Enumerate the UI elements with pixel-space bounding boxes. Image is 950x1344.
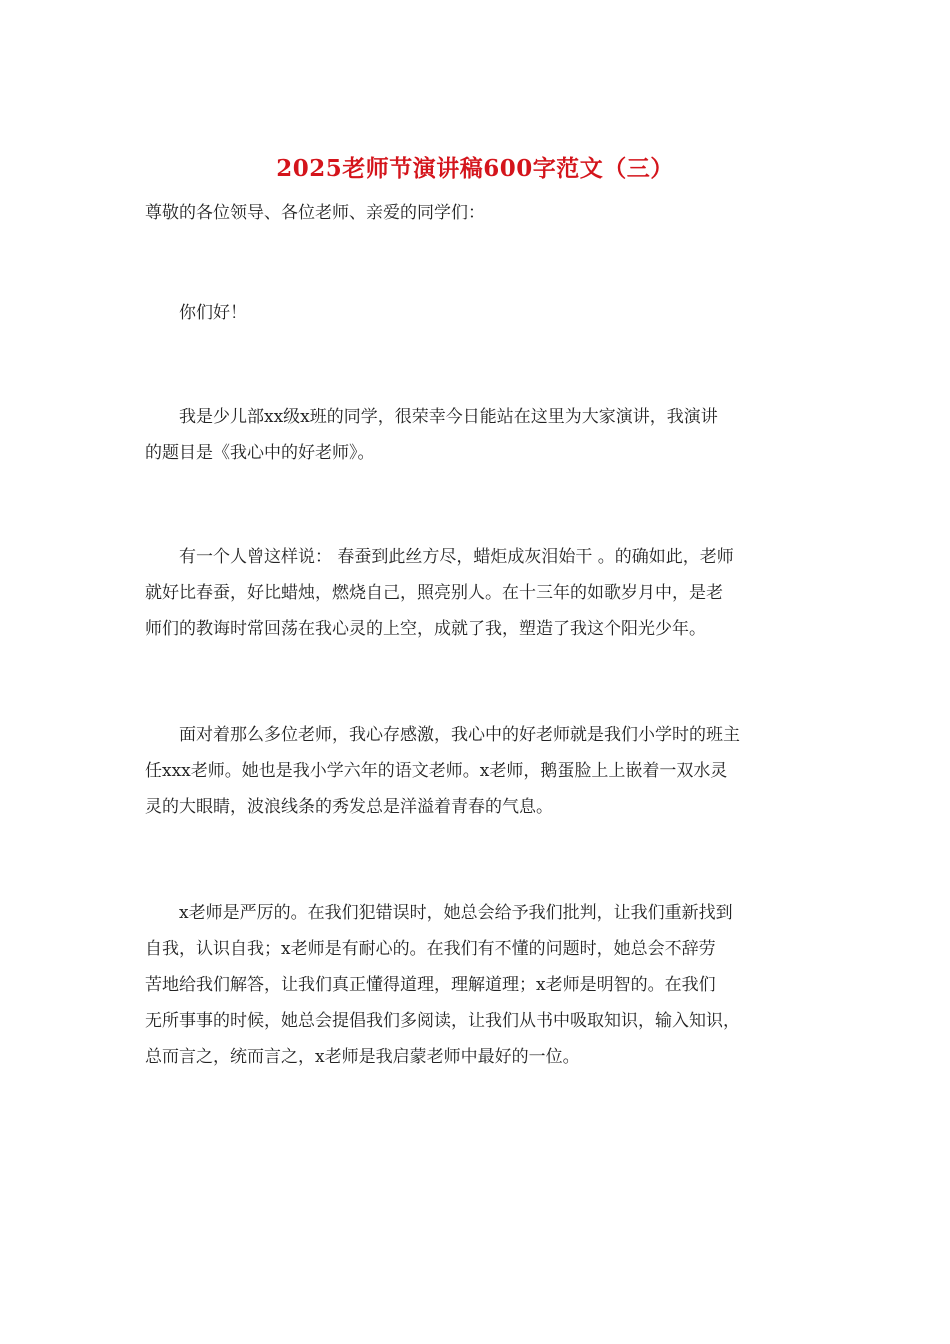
salutation-line: 尊敬的各位领导、各位老师、亲爱的同学们： xyxy=(145,203,485,223)
document-title: 2025老师节演讲稿600字范文（三） xyxy=(276,155,674,182)
paragraph-3 xyxy=(145,717,810,825)
paragraph-line: 灵的大眼睛，波浪线条的秀发总是洋溢着青春的气息。 xyxy=(145,797,553,817)
salutation xyxy=(145,195,810,231)
paragraph-line: 师们的教诲时常回荡在我心灵的上空，成就了我，塑造了我这个阳光少年。 xyxy=(145,619,706,639)
paragraph-line: 总而言之，统而言之，x老师是我启蒙老师中最好的一位。 xyxy=(145,1047,580,1067)
paragraph-4 xyxy=(145,895,810,1075)
paragraph-line: 的题目是《我心中的好老师》。 xyxy=(145,443,375,463)
paragraph-2 xyxy=(145,539,810,647)
greeting xyxy=(145,295,810,331)
paragraph-line: 任xxx老师。她也是我小学六年的语文老师。x老师，鹅蛋脸上上嵌着一双水灵 xyxy=(145,761,728,781)
paragraph-line: 无所事事的时候，她总会提倡我们多阅读，让我们从书中吸取知识，输入知识， xyxy=(145,1011,740,1031)
paragraph-line: 就好比春蚕，好比蜡烛，燃烧自己，照亮别人。在十三年的如歌岁月中，是老 xyxy=(145,583,723,603)
paragraph-line: x老师是严厉的。在我们犯错误时，她总会给予我们批判，让我们重新找到 xyxy=(179,903,733,923)
paragraph-line: 苦地给我们解答，让我们真正懂得道理，理解道理；x老师是明智的。在我们 xyxy=(145,975,716,995)
paragraph-line: 我是少儿部xx级x班的同学，很荣幸今日能站在这里为大家演讲，我演讲 xyxy=(179,407,718,427)
greeting-line: 你们好！ xyxy=(179,303,247,323)
paragraph-1 xyxy=(145,399,810,471)
paragraph-line: 面对着那么多位老师，我心存感激，我心中的好老师就是我们小学时的班主 xyxy=(179,725,740,745)
paragraph-line: 有一个人曾这样说： 春蚕到此丝方尽，蜡炬成灰泪始干 。的确如此，老师 xyxy=(179,547,734,567)
paragraph-line: 自我，认识自我；x老师是有耐心的。在我们有不懂的问题时，她总会不辞劳 xyxy=(145,939,716,959)
